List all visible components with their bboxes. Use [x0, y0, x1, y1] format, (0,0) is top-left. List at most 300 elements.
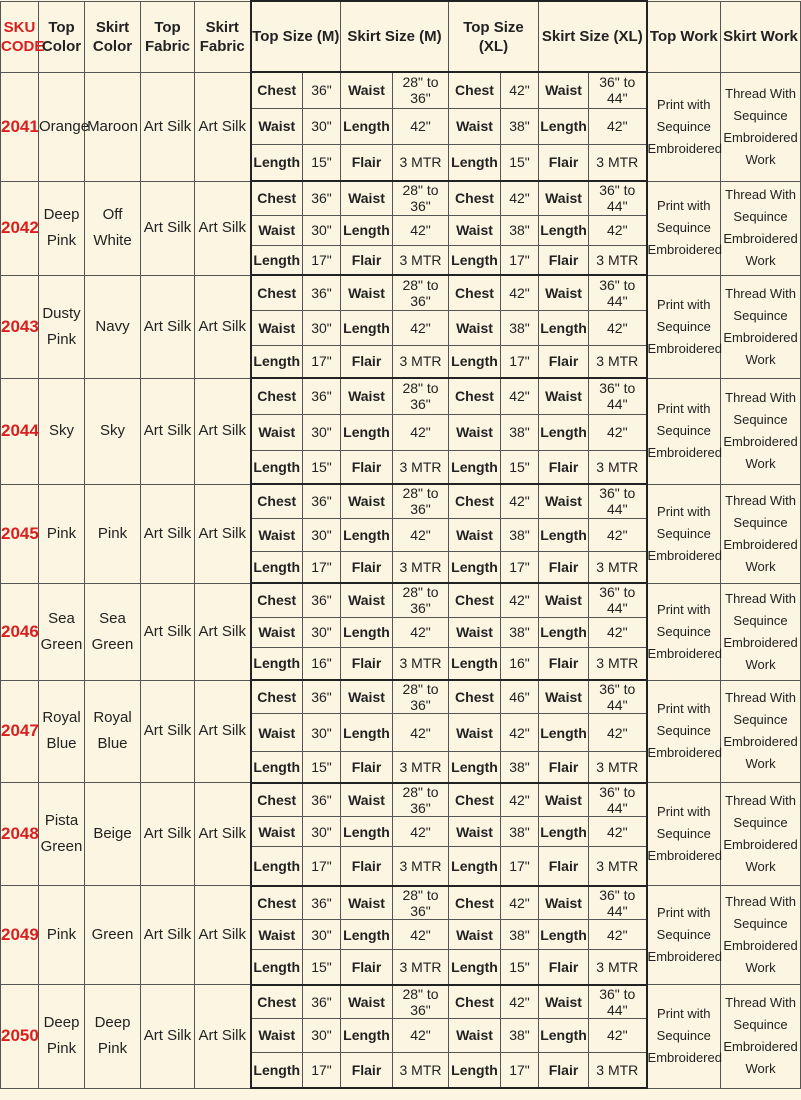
size-label: Length: [539, 714, 589, 752]
skirt-color: Green: [85, 886, 141, 985]
size-value: 17": [501, 1052, 539, 1088]
skirt-work: Thread With Sequince Embroidered Work: [721, 275, 801, 378]
size-label: Waist: [449, 414, 501, 450]
size-label: Flair: [539, 345, 589, 378]
size-label: Waist: [341, 275, 393, 310]
header-row: [1, 1, 801, 72]
size-label: Chest: [251, 583, 303, 617]
table-row: [1, 680, 801, 714]
size-label: Chest: [251, 72, 303, 108]
size-value: 36": [303, 378, 341, 414]
skirt-fabric: Art Silk: [195, 985, 251, 1089]
size-value: 17": [501, 345, 539, 378]
size-value: 30": [303, 414, 341, 450]
size-label: Length: [449, 950, 501, 985]
size-value: 38": [501, 215, 539, 245]
table-body: [1, 72, 801, 1088]
skirt-work: Thread With Sequince Embroidered Work: [721, 72, 801, 181]
size-label: Waist: [539, 72, 589, 108]
table-row: [1, 583, 801, 617]
size-value: 15": [303, 144, 341, 181]
top-work: Print with Sequince Embroidered: [647, 72, 721, 181]
header-sku-code: SKU CODE: [1, 1, 39, 72]
size-value: 17": [303, 551, 341, 583]
top-work: Print with Sequince Embroidered: [647, 783, 721, 886]
size-label: Waist: [251, 1018, 303, 1052]
skirt-fabric: Art Silk: [195, 680, 251, 783]
size-label: Waist: [539, 886, 589, 920]
size-label: Flair: [539, 450, 589, 484]
size-value: 42": [501, 181, 539, 215]
size-value: 42": [501, 886, 539, 920]
top-work: Print with Sequince Embroidered: [647, 484, 721, 583]
size-label: Waist: [251, 108, 303, 144]
size-value: 42": [589, 108, 647, 144]
size-label: Chest: [449, 72, 501, 108]
header-skirt-fabric: Skirt Fabric: [195, 1, 251, 72]
skirt-work: Thread With Sequince Embroidered Work: [721, 783, 801, 886]
size-value: 3 MTR: [589, 1052, 647, 1088]
sku-code: 2046: [1, 583, 39, 680]
size-label: Length: [449, 345, 501, 378]
size-value: 42": [589, 714, 647, 752]
size-value: 36": [303, 783, 341, 817]
size-label: Flair: [341, 847, 393, 886]
size-value: 3 MTR: [589, 345, 647, 378]
size-label: Chest: [449, 985, 501, 1019]
skirt-color: Off White: [85, 181, 141, 275]
size-label: Waist: [251, 920, 303, 950]
top-color: Pink: [39, 484, 85, 583]
size-value: 17": [303, 847, 341, 886]
size-label: Flair: [539, 144, 589, 181]
skirt-color: Maroon: [85, 72, 141, 181]
sku-code: 2043: [1, 275, 39, 378]
top-work: Print with Sequince Embroidered: [647, 886, 721, 985]
size-value: 36": [303, 680, 341, 714]
size-label: Chest: [449, 886, 501, 920]
size-value: 16": [501, 647, 539, 680]
size-value: 42": [393, 714, 449, 752]
skirt-work: Thread With Sequince Embroidered Work: [721, 985, 801, 1089]
top-fabric: Art Silk: [141, 886, 195, 985]
size-label: Chest: [449, 783, 501, 817]
size-value: 36": [303, 886, 341, 920]
size-value: 3 MTR: [393, 345, 449, 378]
size-label: Waist: [449, 1018, 501, 1052]
size-label: Length: [251, 144, 303, 181]
size-label: Chest: [251, 985, 303, 1019]
top-color: Orange: [39, 72, 85, 181]
skirt-color: Sky: [85, 378, 141, 484]
size-value: 38": [501, 1018, 539, 1052]
size-value: 36": [303, 72, 341, 108]
size-label: Waist: [251, 215, 303, 245]
size-label: Waist: [539, 783, 589, 817]
skirt-color: Pink: [85, 484, 141, 583]
size-label: Flair: [539, 647, 589, 680]
size-label: Chest: [449, 484, 501, 518]
skirt-work: Thread With Sequince Embroidered Work: [721, 484, 801, 583]
skirt-color: Navy: [85, 275, 141, 378]
size-label: Waist: [341, 484, 393, 518]
skirt-fabric: Art Silk: [195, 583, 251, 680]
top-work: Print with Sequince Embroidered: [647, 275, 721, 378]
size-value: 28" to 36": [393, 985, 449, 1019]
top-color: Sea Green: [39, 583, 85, 680]
size-value: 36": [303, 484, 341, 518]
size-label: Length: [539, 920, 589, 950]
size-label: Flair: [341, 950, 393, 985]
size-label: Length: [251, 752, 303, 783]
size-value: 30": [303, 920, 341, 950]
size-value: 3 MTR: [589, 450, 647, 484]
size-label: Waist: [251, 617, 303, 647]
header-skirt-color: Skirt Color: [85, 1, 141, 72]
top-fabric: Art Silk: [141, 484, 195, 583]
size-label: Waist: [449, 518, 501, 551]
size-label: Chest: [251, 378, 303, 414]
size-label: Flair: [539, 950, 589, 985]
top-color: Deep Pink: [39, 181, 85, 275]
size-label: Length: [539, 817, 589, 847]
skirt-work: Thread With Sequince Embroidered Work: [721, 583, 801, 680]
size-label: Length: [449, 144, 501, 181]
skirt-fabric: Art Silk: [195, 181, 251, 275]
sku-code: 2050: [1, 985, 39, 1089]
top-color: Sky: [39, 378, 85, 484]
size-label: Waist: [539, 181, 589, 215]
size-value: 42": [501, 583, 539, 617]
skirt-color: Beige: [85, 783, 141, 886]
size-value: 17": [303, 345, 341, 378]
size-label: Flair: [539, 245, 589, 275]
table-row: [1, 72, 801, 108]
top-fabric: Art Silk: [141, 985, 195, 1089]
size-value: 36" to 44": [589, 484, 647, 518]
top-fabric: Art Silk: [141, 680, 195, 783]
skirt-work: Thread With Sequince Embroidered Work: [721, 886, 801, 985]
size-value: 28" to 36": [393, 275, 449, 310]
size-value: 3 MTR: [393, 450, 449, 484]
header-top-size-m: Top Size (M): [251, 1, 341, 72]
size-value: 42": [393, 920, 449, 950]
header-top-fabric: Top Fabric: [141, 1, 195, 72]
size-label: Flair: [341, 450, 393, 484]
table-row: [1, 181, 801, 215]
size-label: Flair: [539, 1052, 589, 1088]
size-label: Chest: [449, 275, 501, 310]
size-value: 15": [501, 144, 539, 181]
size-value: 36" to 44": [589, 886, 647, 920]
top-fabric: Art Silk: [141, 783, 195, 886]
size-label: Waist: [539, 484, 589, 518]
size-label: Waist: [341, 583, 393, 617]
size-value: 36" to 44": [589, 680, 647, 714]
size-value: 30": [303, 1018, 341, 1052]
size-label: Flair: [539, 752, 589, 783]
size-value: 42": [589, 1018, 647, 1052]
size-label: Length: [449, 752, 501, 783]
size-label: Length: [341, 714, 393, 752]
skirt-color: Royal Blue: [85, 680, 141, 783]
size-label: Chest: [251, 783, 303, 817]
size-value: 15": [303, 950, 341, 985]
size-value: 42": [589, 920, 647, 950]
size-label: Chest: [449, 680, 501, 714]
size-value: 42": [589, 617, 647, 647]
size-label: Chest: [449, 583, 501, 617]
size-label: Length: [251, 345, 303, 378]
size-value: 36": [303, 583, 341, 617]
size-value: 28" to 36": [393, 72, 449, 108]
size-label: Waist: [449, 310, 501, 345]
size-value: 15": [501, 950, 539, 985]
size-value: 42": [393, 310, 449, 345]
size-label: Waist: [341, 783, 393, 817]
size-label: Waist: [251, 518, 303, 551]
top-fabric: Art Silk: [141, 378, 195, 484]
top-fabric: Art Silk: [141, 583, 195, 680]
skirt-fabric: Art Silk: [195, 378, 251, 484]
size-label: Waist: [341, 985, 393, 1019]
size-value: 42": [589, 414, 647, 450]
size-label: Flair: [341, 345, 393, 378]
table-row: [1, 275, 801, 310]
size-label: Chest: [251, 484, 303, 518]
size-label: Waist: [251, 414, 303, 450]
skirt-work: Thread With Sequince Embroidered Work: [721, 680, 801, 783]
size-label: Waist: [449, 920, 501, 950]
top-work: Print with Sequince Embroidered: [647, 583, 721, 680]
size-label: Waist: [341, 886, 393, 920]
size-value: 38": [501, 310, 539, 345]
size-value: 15": [303, 752, 341, 783]
size-label: Waist: [539, 275, 589, 310]
size-label: Length: [449, 450, 501, 484]
size-value: 42": [501, 72, 539, 108]
size-value: 3 MTR: [589, 551, 647, 583]
size-value: 42": [589, 215, 647, 245]
size-label: Length: [251, 245, 303, 275]
size-value: 28" to 36": [393, 783, 449, 817]
size-label: Waist: [449, 617, 501, 647]
size-value: 42": [501, 985, 539, 1019]
size-value: 42": [393, 518, 449, 551]
size-label: Length: [341, 414, 393, 450]
skirt-work: Thread With Sequince Embroidered Work: [721, 181, 801, 275]
size-label: Length: [449, 1052, 501, 1088]
size-value: 46": [501, 680, 539, 714]
size-value: 42": [589, 310, 647, 345]
size-label: Flair: [341, 144, 393, 181]
size-value: 3 MTR: [393, 1052, 449, 1088]
size-label: Length: [539, 215, 589, 245]
top-color: Dusty Pink: [39, 275, 85, 378]
sku-code: 2042: [1, 181, 39, 275]
size-label: Waist: [539, 378, 589, 414]
skirt-work: Thread With Sequince Embroidered Work: [721, 378, 801, 484]
size-value: 3 MTR: [589, 245, 647, 275]
size-label: Chest: [449, 181, 501, 215]
size-value: 28" to 36": [393, 484, 449, 518]
size-label: Length: [251, 551, 303, 583]
size-label: Length: [449, 847, 501, 886]
top-work: Print with Sequince Embroidered: [647, 181, 721, 275]
size-value: 42": [393, 617, 449, 647]
top-work: Print with Sequince Embroidered: [647, 985, 721, 1089]
size-label: Waist: [449, 108, 501, 144]
size-value: 42": [589, 518, 647, 551]
size-value: 15": [303, 450, 341, 484]
size-label: Waist: [539, 680, 589, 714]
size-value: 42": [501, 783, 539, 817]
sku-code: 2049: [1, 886, 39, 985]
table-row: [1, 783, 801, 817]
size-value: 30": [303, 817, 341, 847]
size-value: 36": [303, 275, 341, 310]
size-value: 3 MTR: [589, 144, 647, 181]
size-value: 42": [393, 215, 449, 245]
skirt-color: Sea Green: [85, 583, 141, 680]
size-value: 28" to 36": [393, 583, 449, 617]
size-value: 28" to 36": [393, 378, 449, 414]
header-top-size-xl: Top Size (XL): [449, 1, 539, 72]
size-value: 38": [501, 518, 539, 551]
size-value: 17": [303, 1052, 341, 1088]
size-label: Length: [341, 817, 393, 847]
size-value: 17": [501, 847, 539, 886]
size-label: Length: [449, 551, 501, 583]
skirt-color: Deep Pink: [85, 985, 141, 1089]
size-value: 36" to 44": [589, 783, 647, 817]
top-color: Pista Green: [39, 783, 85, 886]
header-top-work: Top Work: [647, 1, 721, 72]
size-label: Chest: [251, 680, 303, 714]
size-value: 42": [501, 714, 539, 752]
size-value: 3 MTR: [393, 551, 449, 583]
size-label: Flair: [341, 752, 393, 783]
size-label: Flair: [539, 847, 589, 886]
size-label: Length: [341, 1018, 393, 1052]
sku-code: 2047: [1, 680, 39, 783]
size-label: Flair: [341, 647, 393, 680]
size-value: 17": [303, 245, 341, 275]
size-label: Length: [539, 108, 589, 144]
top-color: Deep Pink: [39, 985, 85, 1089]
size-label: Waist: [341, 680, 393, 714]
size-label: Length: [539, 617, 589, 647]
size-value: 38": [501, 108, 539, 144]
size-label: Length: [251, 450, 303, 484]
size-value: 36" to 44": [589, 181, 647, 215]
top-fabric: Art Silk: [141, 72, 195, 181]
skirt-fabric: Art Silk: [195, 275, 251, 378]
sku-code: 2041: [1, 72, 39, 181]
size-label: Length: [449, 245, 501, 275]
size-label: Length: [539, 310, 589, 345]
skirt-fabric: Art Silk: [195, 886, 251, 985]
size-label: Length: [251, 950, 303, 985]
size-value: 28" to 36": [393, 886, 449, 920]
size-value: 3 MTR: [393, 752, 449, 783]
size-value: 36" to 44": [589, 275, 647, 310]
size-label: Waist: [251, 817, 303, 847]
skirt-fabric: Art Silk: [195, 72, 251, 181]
top-fabric: Art Silk: [141, 181, 195, 275]
size-label: Flair: [539, 551, 589, 583]
size-value: 30": [303, 714, 341, 752]
sku-code: 2044: [1, 378, 39, 484]
top-fabric: Art Silk: [141, 275, 195, 378]
size-value: 38": [501, 414, 539, 450]
size-label: Length: [449, 647, 501, 680]
size-label: Waist: [449, 714, 501, 752]
size-label: Waist: [251, 310, 303, 345]
size-label: Length: [251, 647, 303, 680]
skirt-fabric: Art Silk: [195, 484, 251, 583]
size-label: Length: [539, 1018, 589, 1052]
size-value: 3 MTR: [589, 752, 647, 783]
table-row: [1, 886, 801, 920]
table-row: [1, 378, 801, 414]
size-value: 36" to 44": [589, 378, 647, 414]
size-value: 38": [501, 817, 539, 847]
size-label: Length: [341, 617, 393, 647]
size-label: Length: [539, 518, 589, 551]
top-work: Print with Sequince Embroidered: [647, 378, 721, 484]
size-value: 42": [501, 275, 539, 310]
size-value: 17": [501, 245, 539, 275]
size-value: 38": [501, 617, 539, 647]
size-label: Chest: [251, 275, 303, 310]
size-value: 3 MTR: [393, 950, 449, 985]
size-value: 28" to 36": [393, 680, 449, 714]
size-label: Length: [341, 920, 393, 950]
sku-code: 2045: [1, 484, 39, 583]
header-top-color: Top Color: [39, 1, 85, 72]
size-label: Waist: [449, 817, 501, 847]
size-label: Length: [341, 215, 393, 245]
size-value: 30": [303, 215, 341, 245]
size-value: 30": [303, 310, 341, 345]
size-value: 3 MTR: [589, 647, 647, 680]
header-skirt-work: Skirt Work: [721, 1, 801, 72]
size-value: 3 MTR: [393, 847, 449, 886]
size-label: Length: [341, 310, 393, 345]
size-value: 28" to 36": [393, 181, 449, 215]
size-label: Flair: [341, 1052, 393, 1088]
header-skirt-size-xl: Skirt Size (XL): [539, 1, 647, 72]
size-value: 3 MTR: [589, 847, 647, 886]
size-value: 42": [393, 817, 449, 847]
size-value: 30": [303, 518, 341, 551]
size-value: 42": [393, 108, 449, 144]
size-value: 36" to 44": [589, 583, 647, 617]
size-label: Length: [251, 847, 303, 886]
size-value: 42": [393, 1018, 449, 1052]
size-value: 42": [393, 414, 449, 450]
size-value: 42": [501, 484, 539, 518]
top-color: Pink: [39, 886, 85, 985]
size-label: Waist: [539, 985, 589, 1019]
size-label: Waist: [341, 181, 393, 215]
size-label: Waist: [341, 72, 393, 108]
skirt-fabric: Art Silk: [195, 783, 251, 886]
size-value: 3 MTR: [589, 950, 647, 985]
size-label: Chest: [251, 181, 303, 215]
size-label: Chest: [251, 886, 303, 920]
